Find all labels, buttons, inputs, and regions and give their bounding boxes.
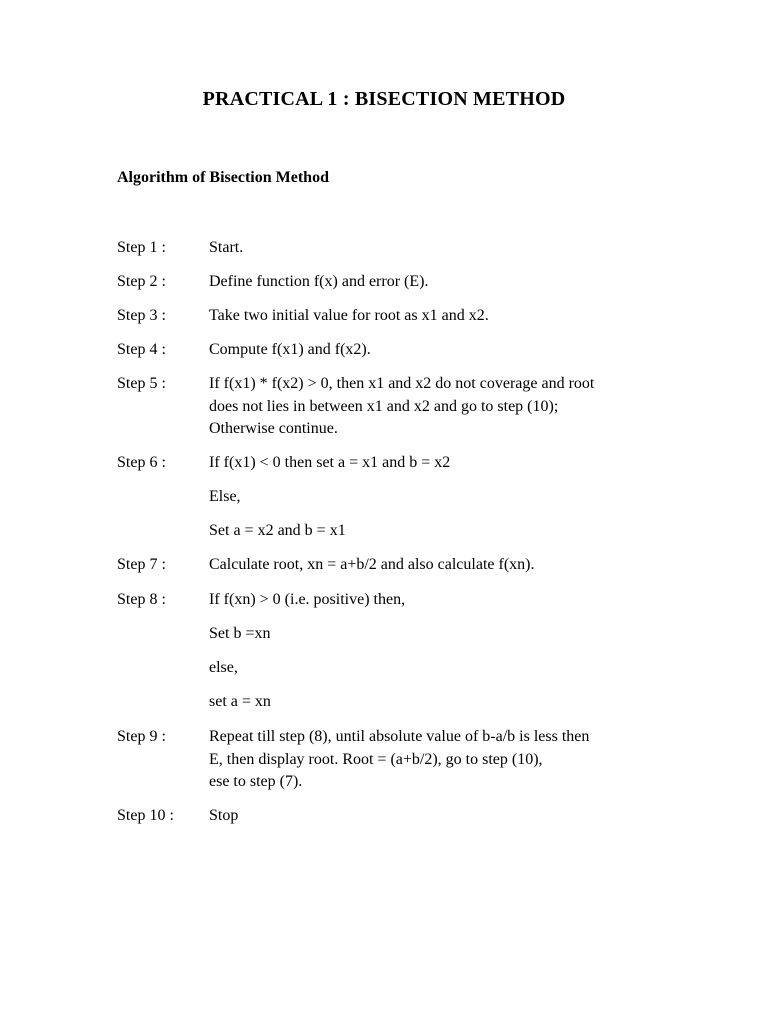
step-label: Step 4 :	[117, 341, 166, 358]
step-text	[209, 691, 271, 714]
step-line: Otherwise continue.	[209, 420, 338, 437]
step-line: set a = xn	[209, 693, 271, 710]
step-line: Stop	[209, 807, 239, 824]
step-line: Compute f(x1) and f(x2).	[209, 341, 371, 358]
step-label: Step 8 :	[117, 591, 166, 608]
step-text	[209, 520, 346, 543]
step-line: Repeat till step (8), until absolute value of b-a/b is less then	[209, 728, 590, 745]
step-line: If f(x1) < 0 then set a = x1 and b = x2	[209, 454, 451, 471]
step-text	[209, 589, 405, 612]
step-text	[209, 623, 270, 646]
step-line: If f(xn) > 0 (i.e. positive) then,	[209, 591, 406, 608]
step-text	[209, 726, 589, 794]
step-line: Start.	[209, 239, 244, 256]
step-line: does not lies in between x1 and x2 and go to step (10);	[209, 397, 559, 415]
step-text	[209, 554, 534, 577]
step-text	[209, 452, 450, 475]
step-label: Step 5 :	[117, 375, 166, 392]
page-title: PRACTICAL 1 : BISECTION METHOD	[202, 88, 566, 110]
step-text	[209, 237, 243, 260]
step-text	[209, 486, 241, 509]
section-heading: Algorithm of Bisection Method	[117, 169, 329, 186]
step-label: Step 1 :	[117, 239, 166, 256]
step-line: Set a = x2 and b = x1	[209, 522, 346, 539]
step-label: Step 2 :	[117, 273, 166, 290]
step-line: Define function f(x) and error (E).	[209, 273, 429, 290]
step-line: else,	[209, 659, 238, 676]
step-line: Calculate root, xn = a+b/2 and also calculate f(xn).	[209, 556, 535, 573]
step-text	[209, 373, 594, 441]
step-text	[209, 271, 428, 294]
step-label: Step 9 :	[117, 728, 166, 745]
step-line: Else,	[209, 488, 241, 505]
step-label: Step 6 :	[117, 454, 166, 471]
step-label: Step 3 :	[117, 307, 166, 324]
step-line: Set b =xn	[209, 625, 271, 642]
step-label: Step 7 :	[117, 556, 166, 573]
step-text	[209, 305, 489, 328]
step-text	[209, 339, 371, 362]
step-text	[209, 657, 238, 680]
step-line: If f(x1) * f(x2) > 0, then x1 and x2 do not coverage and root	[209, 375, 595, 392]
step-text	[209, 805, 238, 828]
step-label: Step 10 :	[117, 807, 174, 824]
step-line: E, then display root. Root = (a+b/2), go to step (10),	[209, 750, 543, 768]
step-line: ese to step (7).	[209, 773, 303, 790]
step-line: Take two initial value for root as x1 and x2.	[209, 307, 489, 324]
